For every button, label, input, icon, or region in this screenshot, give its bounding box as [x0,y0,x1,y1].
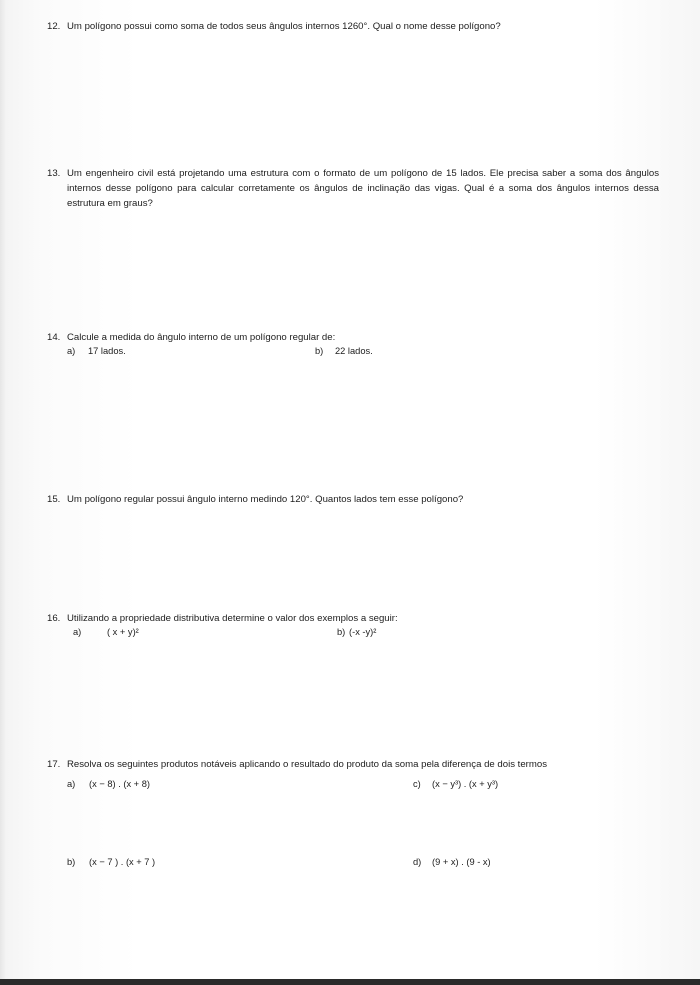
question-16 [47,611,659,626]
item-label: d) [413,857,422,867]
item-value: (x − 7 ) . (x + 7 ) [89,857,156,867]
question-15 [47,492,659,507]
question-17 [47,757,659,772]
bottom-edge-bar [0,979,700,985]
item-label: b) [67,857,76,867]
item-label: b) [315,346,324,356]
question-text: Utilizando a propriedade distributiva determine o valor dos exemplos a seguir: [67,613,398,624]
question-number: 12. [47,21,61,32]
page-edge-shadow [0,0,6,985]
item-value: 22 lados. [335,346,373,356]
item-value: (x − y³) . (x + y³) [432,779,499,789]
item-label: b) [337,627,346,637]
question-text: Um engenheiro civil está projetando uma estrutura com o formato de um polígono de 15 lados. Ele precisa saber a soma dos ângulos internos desse polígono para calcular corretamente os ângulos de inclinação das vigas. Qual é a soma dos ângulos internos dessa estrutura em graus? [67,168,659,209]
item-value: 17 lados. [88,346,126,356]
question-13 [47,166,659,212]
question-text: Um polígono regular possui ângulo interno medindo 120°. Quantos lados tem esse polígono? [67,494,464,505]
question-text: Resolva os seguintes produtos notáveis aplicando o resultado do produto da soma pela diferença de dois termos [67,759,547,770]
question-number: 17. [47,759,61,770]
question-number: 13. [47,168,61,179]
item-value: ( x + y)² [107,627,139,637]
item-label: a) [67,346,76,356]
item-value: (-x -y)² [349,627,377,637]
question-number: 16. [47,613,61,624]
question-12 [47,19,659,34]
item-label: c) [413,779,421,789]
question-number: 14. [47,332,61,343]
question-number: 15. [47,494,61,505]
question-text: Um polígono possui como soma de todos seus ângulos internos 1260°. Qual o nome desse polígono? [67,21,501,32]
question-14 [47,330,659,345]
item-label: a) [67,779,76,789]
item-value: (9 + x) . (9 - x) [432,857,491,867]
item-label: a) [73,627,82,637]
item-value: (x − 8) . (x + 8) [89,779,150,789]
question-text: Calcule a medida do ângulo interno de um polígono regular de: [67,332,336,343]
